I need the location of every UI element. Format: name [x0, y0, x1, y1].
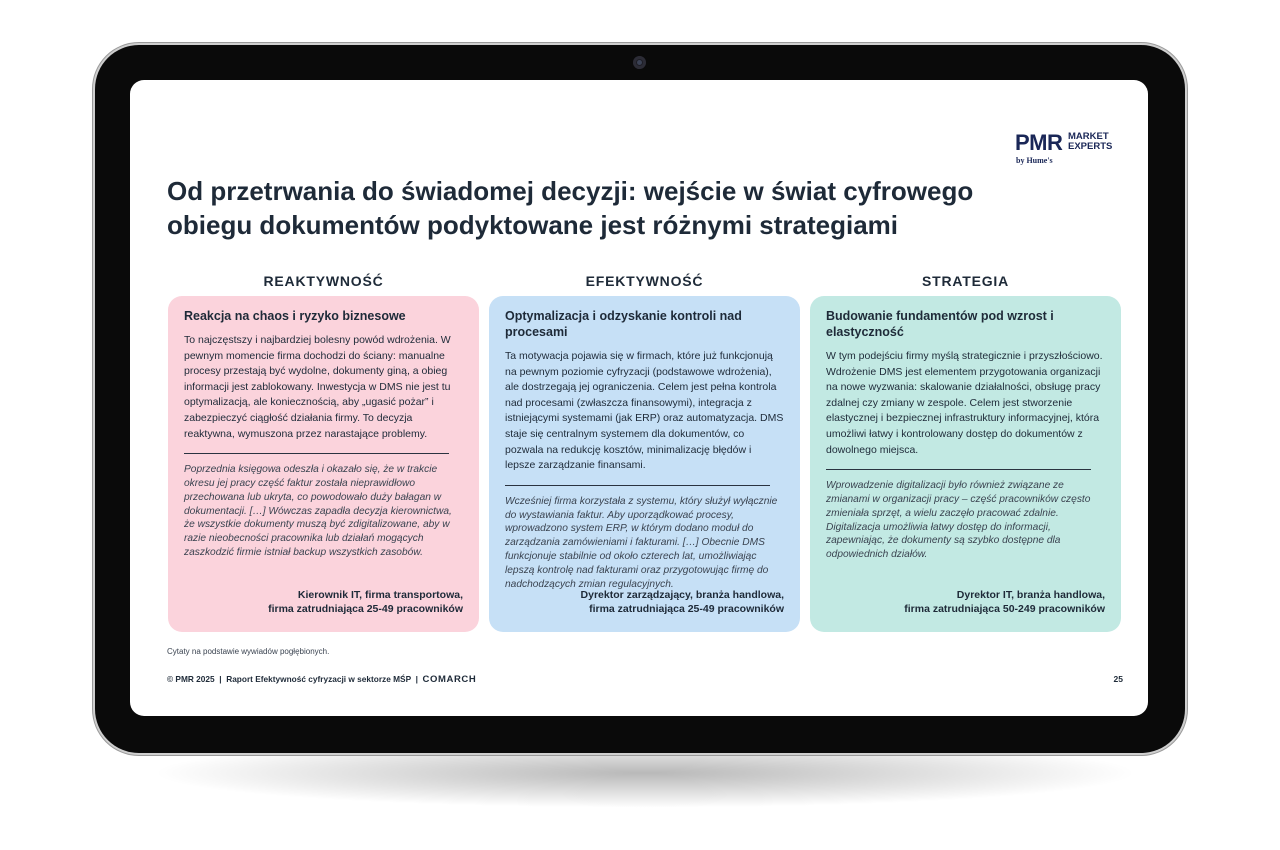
logo-by: by Hume's — [1016, 156, 1053, 165]
card-quote: Poprzednia księgowa odeszła i okazało się, że w trakcie okresu jej pracy część faktur została nieprawidłowo przechowana lub ukryta, co powodowało duży bałagan w dokumentacji. […] Wówczas zapadła decyzja kierownictwa, że wszystkie dokumenty muszą być zdigitalizowane, aby w razie nieobecności pracownika lub działań mogących zaszkodzić firmie istniał backup wszystkich zasobów. — [184, 464, 452, 558]
card-quote: Wcześniej firma korzystała z systemu, który służył wyłącznie do wystawiania faktur. Aby uporządkować procesy, wprowadzono system ERP, w którym dodano moduł do zarządzania zamówieniami i fakturami. […] Obecnie DMS funkcjonuje stabilnie od około czterech lat, umożliwiając lepszą kontrolę nad fakturami oraz przygotowując firmę do nadchodzących zmian regulacyjnych. — [505, 495, 778, 590]
card-title: Optymalizacja i odzyskanie kontroli nad procesami — [505, 309, 742, 339]
comarch-logo: COMARCH — [422, 674, 477, 685]
card-strategia — [810, 296, 1121, 632]
slide-footer — [167, 674, 476, 685]
author-role: Dyrektor zarządzający, branża handlowa, — [580, 589, 784, 601]
author-role: Dyrektor IT, branża handlowa, — [956, 589, 1105, 601]
pmr-logo — [1015, 130, 1125, 168]
column-heading-efektywnosc: EFEKTYWNOŚĆ — [585, 273, 704, 289]
logo-subtitle-line2: EXPERTS — [1068, 141, 1113, 152]
author-company: firma zatrudniająca 25-49 pracowników — [268, 603, 463, 615]
footer-copyright: © PMR 2025 — [167, 674, 215, 684]
card-efektywnosc — [489, 296, 800, 632]
divider — [826, 469, 1091, 470]
quote-author — [581, 588, 784, 616]
logo-subtitle — [1068, 132, 1112, 152]
card-description: W tym podejściu firmy myślą strategicznie i przyszłościowo. Wdrożenie DMS jest elementem przygotowania organizacji na nowe wyzwania: skalowanie działalności, obsługę pracy zdalnej czy zmiany w zespole. Celem jest stworzenie elastycznej i bezpiecznej infrastruktury informacyjnej, która umożliwi łatwy i kontrolowany dostęp do dokumentów z dowolnego miejsca. — [826, 350, 1103, 456]
divider — [184, 453, 449, 454]
front-camera — [633, 56, 646, 69]
footer-separator: | — [219, 674, 222, 684]
source-note: Cytaty na podstawie wywiadów pogłębionych. — [167, 647, 330, 656]
author-company: firma zatrudniająca 25-49 pracowników — [589, 603, 784, 615]
author-company: firma zatrudniająca 50-249 pracowników — [904, 603, 1105, 615]
footer-report-title: Raport Efektywność cyfryzacji w sektorze MŚP — [226, 674, 411, 684]
card-description: Ta motywacja pojawia się w firmach, które już funkcjonują na pewnym poziomie cyfryzacji (podstawowe wdrożenia), ale dostrzegają jej ograniczenia. Celem jest pełna kontrola nad procesami (zwłaszcza finansowymi), integracja z istniejącymi systemami (jak ERP) oraz automatyzacja. DMS staje się centralnym systemem dla dokumentów, co pozwala na redukcję kosztów, minimalizację błędów i lepsze zarządzanie finansami. — [505, 350, 784, 472]
column-heading-reaktywnosc: REAKTYWNOŚĆ — [263, 273, 384, 289]
page-number: 25 — [1113, 674, 1123, 684]
footer-separator: | — [415, 674, 418, 684]
quote-author — [904, 588, 1105, 616]
logo-subtitle-line1: MARKET — [1068, 131, 1109, 142]
logo-brand: PMR — [1015, 130, 1063, 155]
author-role: Kierownik IT, firma transportowa, — [297, 589, 463, 601]
divider — [505, 485, 770, 486]
slide-screen — [130, 80, 1148, 716]
card-title: Budowanie fundamentów pod wzrost i elastyczność — [826, 309, 1054, 339]
card-title: Reakcja na chaos i ryzyko biznesowe — [184, 309, 406, 323]
column-heading-strategia: STRATEGIA — [921, 273, 1010, 289]
quote-author — [268, 588, 463, 616]
card-quote: Wprowadzenie digitalizacji było również związane ze zmianami w organizacji pracy – część pracowników często zmieniała sprzęt, a wielu zaczęło pracować zdalnie. Digitalizacja umożliwia łatwy dostęp do informacji, zapewniając, że dokumenty są szybko dostępne dla odpowiednich działów. — [826, 480, 1091, 561]
card-description: To najczęstszy i najbardziej bolesny powód wdrożenia. W pewnym momencie firma dochodzi do ściany: manualne procesy przestają być wydolne, dokumenty giną, a obieg informacji jest zablokowany. Inwestycja w DMS nie jest tu optymalizacją, ale koniecznością, aby „ugasić pożar” i zabezpieczyć ciągłość działania firmy. To decyzja reaktywna, wymuszona przez narastające problemy. — [184, 334, 451, 440]
slide-title: Od przetrwania do świadomej decyzji: wejście w świat cyfrowego obiegu dokumentów podyktowane jest różnymi strategiami — [167, 176, 974, 240]
card-reaktywnosc — [168, 296, 479, 632]
